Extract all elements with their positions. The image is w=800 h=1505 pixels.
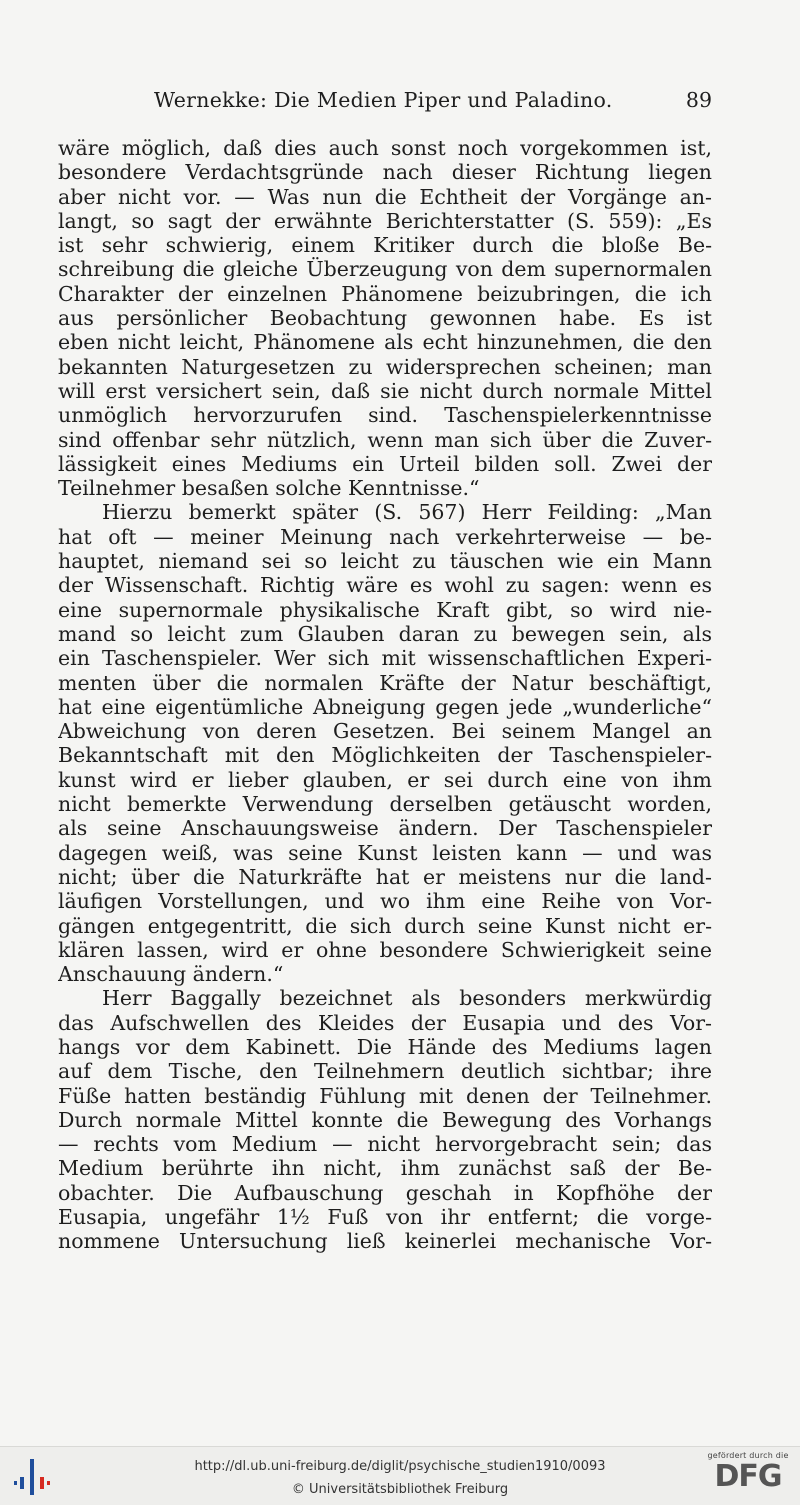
text-line: Hierzu bemerkt später (S. 567) Herr Feilding: „Man <box>102 500 712 525</box>
body-text <box>58 136 712 1254</box>
text-line: unmöglich hervorzurufen sind. Taschenspielerkenntnisse <box>58 403 712 428</box>
funding-note: gefördert durch die <box>707 1451 789 1460</box>
text-line: Teilnehmer besaßen solche Kenntnisse.“ <box>58 476 480 501</box>
text-line: aus persönlicher Beobachtung gewonnen habe. Es ist <box>58 306 712 331</box>
text-line: das Aufschwellen des Kleides der Eusapia und des Vor- <box>58 1010 712 1035</box>
text-line: — rechts vom Medium — nicht hervorgebracht sein; das <box>58 1132 712 1157</box>
text-line: Abweichung von deren Gesetzen. Bei seinem Mangel an <box>58 719 712 744</box>
text-line: Anschauung ändern.“ <box>58 962 284 987</box>
text-line: bekannten Naturgesetzen zu widersprechen scheinen; man <box>58 354 712 379</box>
text-line: nommene Untersuchung ließ keinerlei mechanische Vor- <box>58 1229 712 1254</box>
page-number: 89 <box>685 88 712 112</box>
text-line: eine supernormale physikalische Kraft gibt, so wird nie- <box>58 597 712 622</box>
text-line: ist sehr schwierig, einem Kritiker durch die bloße Be- <box>58 233 712 258</box>
text-line: auf dem Tische, den Teilnehmern deutlich sichtbar; ihre <box>58 1059 712 1084</box>
text-line: aber nicht vor. — Was nun die Echtheit der Vorgänge an- <box>58 184 712 209</box>
text-line: gängen entgegentritt, die sich durch seine Kunst nicht er- <box>58 913 712 938</box>
text-line: als seine Anschauungsweise ändern. Der Taschenspieler <box>58 816 712 841</box>
text-line: sind offenbar sehr nützlich, wenn man sich über die Zuver- <box>58 427 712 452</box>
text-line: will erst versichert sein, daß sie nicht durch normale Mittel <box>58 378 712 403</box>
running-title: Wernekke: Die Medien Piper und Paladino. <box>154 88 613 112</box>
text-line: hauptet, niemand sei so leicht zu täuschen wie ein Mann <box>58 549 712 574</box>
permalink-url[interactable]: http://dl.ub.uni-freiburg.de/diglit/psychische_studien1910/0093 <box>194 1459 606 1474</box>
text-line: läufigen Vorstellungen, und wo ihm eine Reihe von Vor- <box>58 889 712 914</box>
text-line: klären lassen, wird er ohne besondere Schwierigkeit seine <box>58 937 712 962</box>
text-line: besondere Verdachtsgründe nach dieser Richtung liegen <box>58 160 712 185</box>
text-line: Medium berührte ihn nicht, ihm zunächst saß der Be- <box>58 1156 712 1181</box>
page-header <box>58 88 712 118</box>
text-line: Durch normale Mittel konnte die Bewegung des Vorhangs <box>58 1107 712 1132</box>
text-line: schreibung die gleiche Überzeugung von dem supernormalen <box>58 257 712 282</box>
text-line: mand so leicht zum Glauben daran zu bewegen sein, als <box>58 621 712 646</box>
text-line: der Wissenschaft. Richtig wäre es wohl zu sagen: wenn es <box>58 573 712 598</box>
text-line: eben nicht leicht, Phänomene als echt hinzunehmen, die den <box>58 330 712 355</box>
text-line: hat eine eigentümliche Abneigung gegen jede „wunderliche“ <box>58 694 712 719</box>
text-line: ein Taschenspieler. Wer sich mit wissenschaftlichen Experi- <box>58 646 712 671</box>
text-line: obachter. Die Aufbauschung geschah in Kopfhöhe der <box>58 1180 712 1205</box>
text-line: hangs vor dem Kabinett. Die Hände des Mediums lagen <box>58 1034 712 1059</box>
dfg-logo-text: DFG <box>714 1459 782 1494</box>
text-line: Herr Baggally bezeichnet als besonders merkwürdig <box>102 986 712 1011</box>
text-line: Eusapia, ungefähr 1½ Fuß von ihr entfernt; die vorge- <box>58 1205 712 1230</box>
text-line: Charakter der einzelnen Phänomene beizubringen, die ich <box>58 281 712 306</box>
text-line: kunst wird er lieber glauben, er sei durch eine von ihm <box>58 767 712 792</box>
text-line: nicht; über die Naturkräfte hat er meistens nur die land- <box>58 864 712 889</box>
text-line: lässigkeit eines Mediums ein Urteil bilden soll. Zwei der <box>58 451 712 476</box>
dfg-logo <box>702 1451 794 1501</box>
text-line: Füße hatten beständig Fühlung mit denen der Teilnehmer. <box>58 1083 712 1108</box>
text-line: dagegen weiß, was seine Kunst leisten kann — und was <box>58 840 712 865</box>
text-line: menten über die normalen Kräfte der Natur beschäftigt, <box>58 670 712 695</box>
footer-bar <box>0 1446 800 1505</box>
text-line: wäre möglich, daß dies auch sonst noch vorgekommen ist, <box>58 136 712 160</box>
text-line: Bekanntschaft mit den Möglichkeiten der Taschenspieler- <box>58 743 712 768</box>
copyright-notice: © Universitätsbibliothek Freiburg <box>291 1482 509 1497</box>
text-line: hat oft — meiner Meinung nach verkehrterweise — be- <box>58 524 712 549</box>
text-line: langt, so sagt der erwähnte Berichterstatter (S. 559): „Es <box>58 208 712 233</box>
text-line: nicht bemerkte Verwendung derselben getäuscht worden, <box>58 792 712 817</box>
